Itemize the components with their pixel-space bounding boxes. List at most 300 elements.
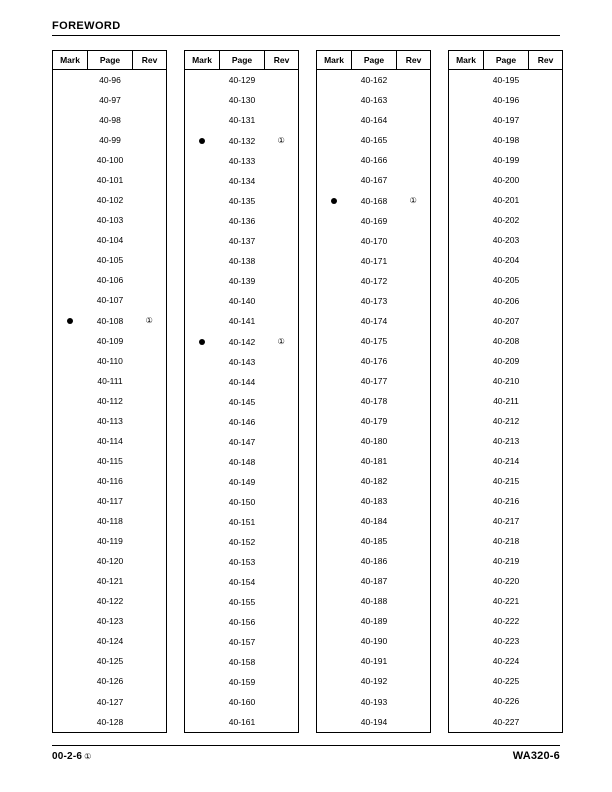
cell-mark xyxy=(53,250,88,270)
cell-rev xyxy=(529,311,563,331)
cell-mark xyxy=(53,671,88,691)
cell-page: 40-165 xyxy=(360,135,388,146)
table-row xyxy=(449,551,563,571)
page-footer xyxy=(52,745,560,762)
cell-page: 40-195 xyxy=(492,75,520,86)
cell-page: 40-108 xyxy=(96,315,124,326)
cell-mark xyxy=(317,251,352,271)
table-row xyxy=(317,211,431,231)
cell-rev xyxy=(133,70,167,91)
cell-page: 40-191 xyxy=(360,656,388,667)
cell-page: 40-199 xyxy=(492,155,520,166)
cell-mark xyxy=(53,391,88,411)
page-title: FOREWORD xyxy=(52,20,121,32)
cell-rev xyxy=(397,251,431,271)
cell-rev xyxy=(529,291,563,311)
cell-rev xyxy=(133,331,167,351)
column-header-mark: Mark xyxy=(449,51,484,70)
cell-rev xyxy=(529,230,563,250)
cell-page: 40-163 xyxy=(360,95,388,106)
cell-mark xyxy=(317,591,352,611)
cell-mark xyxy=(185,191,220,211)
column-header-rev: Rev xyxy=(529,51,563,70)
cell-mark xyxy=(53,210,88,230)
table-header-row xyxy=(53,51,167,70)
cell-page: 40-188 xyxy=(360,596,388,607)
cell-mark xyxy=(53,471,88,491)
revision-number-mark: ① xyxy=(277,337,285,346)
cell-rev xyxy=(397,271,431,291)
cell-page: 40-152 xyxy=(228,537,256,547)
cell-rev xyxy=(133,631,167,651)
cell-page: 40-119 xyxy=(97,536,123,547)
cell-page: 40-197 xyxy=(492,115,520,126)
table-row xyxy=(53,90,167,110)
cell-mark xyxy=(449,391,484,411)
cell-mark xyxy=(53,451,88,471)
cell-page: 40-216 xyxy=(492,496,520,506)
cell-mark xyxy=(449,591,484,611)
cell-mark xyxy=(449,331,484,351)
cell-mark xyxy=(449,90,484,110)
table-row xyxy=(53,511,167,531)
cell-page: 40-142 xyxy=(228,336,256,347)
cell-rev xyxy=(529,471,563,491)
table-row xyxy=(53,70,167,91)
cell-page: 40-133 xyxy=(228,156,256,166)
revision-number-mark: ① xyxy=(409,196,417,206)
cell-page: 40-155 xyxy=(228,597,256,607)
cell-mark xyxy=(449,130,484,150)
cell-rev xyxy=(265,632,299,652)
table-row xyxy=(317,631,431,651)
cell-page: 40-104 xyxy=(96,235,124,246)
cell-mark xyxy=(449,571,484,591)
cell-rev xyxy=(529,571,563,591)
table-row xyxy=(53,150,167,170)
cell-rev xyxy=(397,651,431,671)
cell-mark xyxy=(185,372,220,392)
index-table xyxy=(448,50,563,733)
cell-page: 40-200 xyxy=(492,175,520,186)
table-row xyxy=(53,531,167,551)
cell-page: 40-189 xyxy=(360,616,388,627)
table-row xyxy=(317,531,431,551)
column-header-page: Page xyxy=(352,51,397,70)
cell-mark xyxy=(185,552,220,572)
table-row xyxy=(185,372,299,392)
table-row xyxy=(317,591,431,611)
cell-rev xyxy=(265,512,299,532)
cell-page: 40-198 xyxy=(492,135,520,146)
cell-page: 40-131 xyxy=(228,115,256,125)
cell-page: 40-107 xyxy=(96,295,124,306)
cell-page: 40-187 xyxy=(360,576,388,587)
footer-page-number-text: 00-2-6 xyxy=(52,751,83,762)
cell-mark xyxy=(185,632,220,652)
revision-dot-icon xyxy=(199,339,205,345)
table-row xyxy=(317,371,431,391)
table-row xyxy=(449,531,563,551)
table-row xyxy=(449,230,563,250)
table-row xyxy=(317,150,431,170)
table-row xyxy=(449,130,563,150)
cell-page: 40-215 xyxy=(492,475,520,486)
cell-page: 40-167 xyxy=(360,175,388,186)
table-row xyxy=(449,70,563,91)
cell-mark xyxy=(449,110,484,130)
cell-rev xyxy=(265,432,299,452)
cell-page: 40-223 xyxy=(492,636,520,647)
cell-page: 40-225 xyxy=(492,676,520,687)
cell-mark xyxy=(53,491,88,511)
cell-mark xyxy=(185,512,220,532)
cell-page: 40-217 xyxy=(492,516,520,527)
cell-rev xyxy=(397,331,431,351)
cell-mark xyxy=(317,491,352,511)
cell-mark xyxy=(317,231,352,251)
table-row xyxy=(449,611,563,631)
cell-mark xyxy=(53,511,88,531)
cell-rev xyxy=(529,691,563,711)
cell-mark xyxy=(185,110,220,130)
table-row xyxy=(449,190,563,210)
cell-rev xyxy=(397,431,431,451)
cell-page: 40-110 xyxy=(97,356,123,367)
cell-rev xyxy=(529,190,563,210)
table-row xyxy=(449,351,563,371)
table-row xyxy=(317,311,431,331)
cell-page: 40-178 xyxy=(360,396,388,407)
cell-mark xyxy=(449,611,484,631)
cell-rev xyxy=(397,90,431,110)
table-row xyxy=(317,712,431,733)
cell-page: 40-168 xyxy=(360,195,388,206)
cell-page: 40-103 xyxy=(96,215,124,226)
header-divider xyxy=(52,35,560,36)
cell-rev xyxy=(397,371,431,391)
cell-page: 40-192 xyxy=(360,676,388,687)
cell-mark xyxy=(317,411,352,431)
footer-model: WA320-6 xyxy=(512,750,560,762)
table-row xyxy=(185,652,299,672)
table-row xyxy=(449,671,563,691)
cell-mark xyxy=(449,671,484,691)
cell-rev xyxy=(133,310,167,331)
cell-rev xyxy=(397,551,431,571)
cell-page: 40-210 xyxy=(492,375,520,386)
cell-mark xyxy=(317,70,352,91)
cell-rev xyxy=(529,451,563,471)
cell-rev xyxy=(397,391,431,411)
cell-mark xyxy=(317,311,352,331)
table-row xyxy=(185,532,299,552)
cell-mark xyxy=(185,171,220,191)
table-row xyxy=(53,130,167,150)
cell-rev xyxy=(529,351,563,371)
cell-page: 40-154 xyxy=(228,577,256,587)
cell-page: 40-98 xyxy=(99,115,121,126)
column-header-rev: Rev xyxy=(397,51,431,70)
cell-rev xyxy=(397,150,431,170)
cell-rev xyxy=(133,411,167,431)
table-row xyxy=(185,331,299,352)
revision-dot-icon xyxy=(67,318,73,324)
table-row xyxy=(317,291,431,311)
table-row xyxy=(53,110,167,130)
cell-mark xyxy=(449,491,484,511)
table-row xyxy=(449,691,563,711)
cell-mark xyxy=(185,672,220,692)
index-table xyxy=(316,50,431,733)
cell-page: 40-180 xyxy=(360,436,388,447)
cell-mark xyxy=(449,70,484,91)
cell-mark xyxy=(185,271,220,291)
cell-page: 40-130 xyxy=(228,95,256,105)
cell-page: 40-150 xyxy=(228,497,256,507)
cell-page: 40-171 xyxy=(360,256,388,267)
cell-rev xyxy=(133,150,167,170)
cell-mark xyxy=(449,170,484,190)
cell-rev xyxy=(397,130,431,150)
cell-mark xyxy=(449,291,484,311)
table-row xyxy=(185,432,299,452)
cell-rev xyxy=(397,451,431,471)
cell-page: 40-113 xyxy=(97,416,123,427)
table-row xyxy=(317,251,431,271)
column-header-rev: Rev xyxy=(133,51,167,70)
cell-page: 40-148 xyxy=(228,457,256,467)
cell-rev xyxy=(529,70,563,91)
column-header-mark: Mark xyxy=(53,51,88,70)
table-row xyxy=(317,671,431,691)
cell-mark xyxy=(317,531,352,551)
cell-mark xyxy=(53,90,88,110)
table-row xyxy=(53,451,167,471)
cell-page: 40-209 xyxy=(492,355,520,366)
cell-mark xyxy=(185,231,220,251)
cell-rev xyxy=(397,231,431,251)
cell-rev xyxy=(529,551,563,571)
cell-mark xyxy=(53,331,88,351)
cell-page: 40-202 xyxy=(492,215,520,226)
cell-rev xyxy=(265,130,299,151)
cell-page: 40-132 xyxy=(228,135,256,146)
cell-rev xyxy=(397,471,431,491)
index-columns xyxy=(52,50,560,733)
cell-rev xyxy=(529,431,563,451)
cell-mark xyxy=(185,472,220,492)
cell-page: 40-224 xyxy=(492,656,520,667)
cell-page: 40-144 xyxy=(228,377,256,387)
table-row xyxy=(317,571,431,591)
cell-page: 40-123 xyxy=(96,616,124,627)
cell-page: 40-190 xyxy=(360,636,388,647)
cell-mark xyxy=(317,671,352,691)
table-row xyxy=(53,471,167,491)
cell-mark xyxy=(449,511,484,531)
cell-mark xyxy=(53,130,88,150)
table-row xyxy=(185,492,299,512)
table-row xyxy=(53,371,167,391)
table-row xyxy=(53,230,167,250)
table-row xyxy=(53,250,167,270)
cell-rev xyxy=(265,572,299,592)
cell-rev xyxy=(397,571,431,591)
column-header-mark: Mark xyxy=(185,51,220,70)
cell-rev xyxy=(133,712,167,733)
cell-rev xyxy=(397,190,431,211)
cell-rev xyxy=(133,170,167,190)
cell-page: 40-138 xyxy=(228,256,256,266)
cell-rev xyxy=(397,712,431,733)
cell-page: 40-118 xyxy=(97,516,123,527)
cell-page: 40-166 xyxy=(360,155,388,166)
cell-mark xyxy=(317,611,352,631)
table-row xyxy=(185,712,299,733)
table-row xyxy=(185,672,299,692)
table-row xyxy=(449,270,563,290)
cell-mark xyxy=(53,712,88,733)
cell-rev xyxy=(265,231,299,251)
cell-rev xyxy=(133,511,167,531)
table-row xyxy=(53,190,167,210)
cell-rev xyxy=(529,270,563,290)
revision-dot-icon xyxy=(199,138,205,144)
table-row xyxy=(317,692,431,712)
cell-mark xyxy=(317,631,352,651)
cell-mark xyxy=(317,170,352,190)
table-header-row xyxy=(185,51,299,70)
cell-rev xyxy=(265,311,299,331)
cell-rev xyxy=(265,90,299,110)
table-row xyxy=(185,191,299,211)
cell-page: 40-174 xyxy=(360,316,388,327)
cell-rev xyxy=(265,352,299,372)
table-row xyxy=(449,391,563,411)
cell-mark xyxy=(185,612,220,632)
cell-rev xyxy=(265,652,299,672)
cell-mark xyxy=(449,351,484,371)
cell-rev xyxy=(397,411,431,431)
cell-page: 40-141 xyxy=(228,316,256,326)
table-row xyxy=(449,651,563,671)
cell-page: 40-226 xyxy=(492,696,520,707)
cell-rev xyxy=(529,651,563,671)
cell-mark xyxy=(53,551,88,571)
revision-dot-icon xyxy=(331,198,337,204)
table-row xyxy=(53,712,167,733)
cell-mark xyxy=(53,270,88,290)
cell-rev xyxy=(397,611,431,631)
table-row xyxy=(185,452,299,472)
table-row xyxy=(317,491,431,511)
cell-page: 40-136 xyxy=(228,216,256,226)
cell-page: 40-219 xyxy=(492,556,520,567)
cell-mark xyxy=(53,411,88,431)
cell-page: 40-184 xyxy=(360,516,388,527)
cell-page: 40-211 xyxy=(493,395,519,406)
cell-page: 40-186 xyxy=(360,556,388,567)
cell-page: 40-160 xyxy=(228,697,256,707)
cell-page: 40-207 xyxy=(492,315,520,326)
cell-mark xyxy=(449,691,484,711)
table-row xyxy=(53,210,167,230)
cell-rev xyxy=(529,371,563,391)
cell-mark xyxy=(317,110,352,130)
cell-rev xyxy=(397,70,431,91)
table-row xyxy=(449,431,563,451)
cell-mark xyxy=(317,351,352,371)
cell-mark xyxy=(185,712,220,733)
cell-page: 40-124 xyxy=(96,636,124,647)
cell-rev xyxy=(397,531,431,551)
table-row xyxy=(185,211,299,231)
cell-mark xyxy=(185,251,220,271)
cell-rev xyxy=(529,631,563,651)
cell-mark xyxy=(185,130,220,151)
table-row xyxy=(317,70,431,91)
cell-mark xyxy=(53,290,88,310)
table-row xyxy=(449,511,563,531)
table-row xyxy=(185,472,299,492)
cell-rev xyxy=(133,90,167,110)
cell-mark xyxy=(449,451,484,471)
cell-rev xyxy=(265,612,299,632)
cell-rev xyxy=(529,491,563,511)
cell-rev xyxy=(397,211,431,231)
table-row xyxy=(449,110,563,130)
cell-rev xyxy=(529,110,563,130)
cell-mark xyxy=(449,651,484,671)
cell-rev xyxy=(265,251,299,271)
cell-rev xyxy=(529,611,563,631)
column-header-page: Page xyxy=(484,51,529,70)
cell-mark xyxy=(317,271,352,291)
cell-page: 40-137 xyxy=(228,236,256,246)
cell-mark xyxy=(53,170,88,190)
cell-rev xyxy=(529,210,563,230)
cell-rev xyxy=(265,151,299,171)
cell-page: 40-105 xyxy=(96,255,124,266)
column-header-mark: Mark xyxy=(317,51,352,70)
table-row xyxy=(185,572,299,592)
index-table xyxy=(184,50,299,733)
cell-mark xyxy=(449,371,484,391)
cell-mark xyxy=(53,190,88,210)
table-row xyxy=(449,591,563,611)
cell-mark xyxy=(317,90,352,110)
cell-page: 40-149 xyxy=(228,477,256,487)
cell-mark xyxy=(317,291,352,311)
cell-mark xyxy=(317,571,352,591)
table-row xyxy=(317,170,431,190)
table-row xyxy=(317,110,431,130)
table-row xyxy=(449,170,563,190)
cell-mark xyxy=(317,511,352,531)
cell-page: 40-218 xyxy=(492,536,520,547)
cell-page: 40-159 xyxy=(228,677,256,687)
cell-page: 40-117 xyxy=(97,496,123,507)
cell-page: 40-201 xyxy=(492,195,520,206)
cell-rev xyxy=(133,431,167,451)
cell-mark xyxy=(185,392,220,412)
cell-rev xyxy=(133,190,167,210)
table-row xyxy=(185,171,299,191)
table-row xyxy=(53,651,167,671)
table-row xyxy=(449,712,563,733)
cell-page: 40-135 xyxy=(228,196,256,206)
